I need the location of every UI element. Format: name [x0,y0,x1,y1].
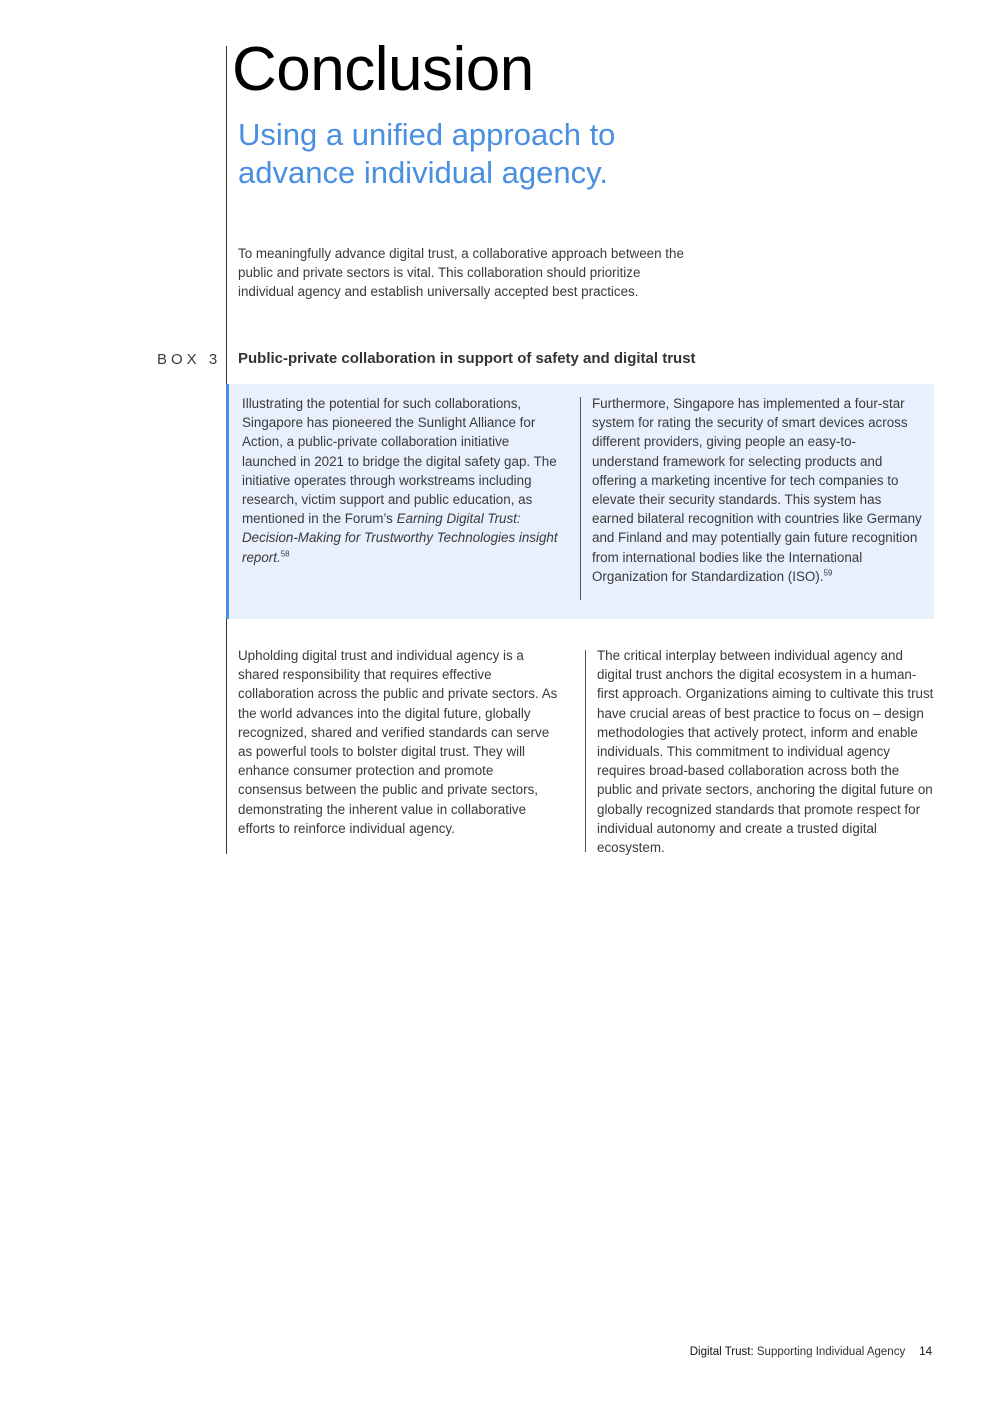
box-label: BOX 3 [157,351,222,368]
page-number: 14 [919,1346,932,1358]
box-col1-report-title: Earning Digital Trust: Decision-Making for Trustworthy Technologies insight report. [242,511,558,565]
box-col1-text: Illustrating the potential for such collaborations, Singapore has pioneered the Sunlight Alliance for Action, a public-private collaboration initiative launched in 2021 to bridge the digital safety gap. The initiative operates through workstreams including research, victim support and public education, as mentioned in the Forum’s [242,396,557,527]
body-column-divider [585,650,586,852]
page-footer [690,1346,932,1358]
body-column-right: The critical interplay between individual agency and digital trust anchors the digital ecosystem in a human-first approach. Organizations aiming to cultivate this trust have crucial areas of best practice to focus on – design methodologies that actively protect, inform and enable individuals. This commitment to individual agency requires broad-based collaboration across both the public and private sectors, anchoring the digital future on globally recognized standards that promote respect for individual autonomy and create a trusted digital ecosystem. [597,648,934,856]
box-column-divider [580,397,581,600]
intro-paragraph: To meaningfully advance digital trust, a collaborative approach between the public and private sectors is vital. This collaboration should prioritize individual agency and establish universally accepted best practices. [238,246,684,300]
left-rule-bottom [226,619,227,854]
box-col2-text: Furthermore, Singapore has implemented a four-star system for rating the security of smart devices across different providers, giving people an easy-to-understand framework for selecting products and offering a marketing incentive for tech companies to elevate their security standards. This system has earned bilateral recognition with countries like Germany and Finland and may potentially gain future recognition from international bodies like the International Organization for Standardization (ISO). [592,396,922,584]
box-heading: Public-private collaboration in support of safety and digital trust [238,350,696,367]
page-subtitle: Using a unified approach to advance individual agency. [238,117,616,190]
footer-report-title: Supporting Individual Agency [756,1346,906,1358]
left-rule-top [226,46,227,384]
footer-report-bold: Digital Trust: [689,1346,754,1358]
footnote-ref-59[interactable]: 59 [823,568,833,578]
page-title: Conclusion [232,35,534,104]
footnote-ref-58[interactable]: 58 [280,549,290,559]
body-column-left: Upholding digital trust and individual agency is a shared responsibility that requires effective collaboration across the public and private sectors. As the world advances into the digital future, globally recognized, shared and verified standards can serve as powerful tools to bolster digital trust. They will enhance consumer protection and promote consensus between the public and private sectors, demonstrating the inherent value in collaborative efforts to reinforce individual agency. [238,648,558,836]
box-column-left [242,394,564,567]
box-column-right [592,394,922,586]
info-box [226,384,934,619]
